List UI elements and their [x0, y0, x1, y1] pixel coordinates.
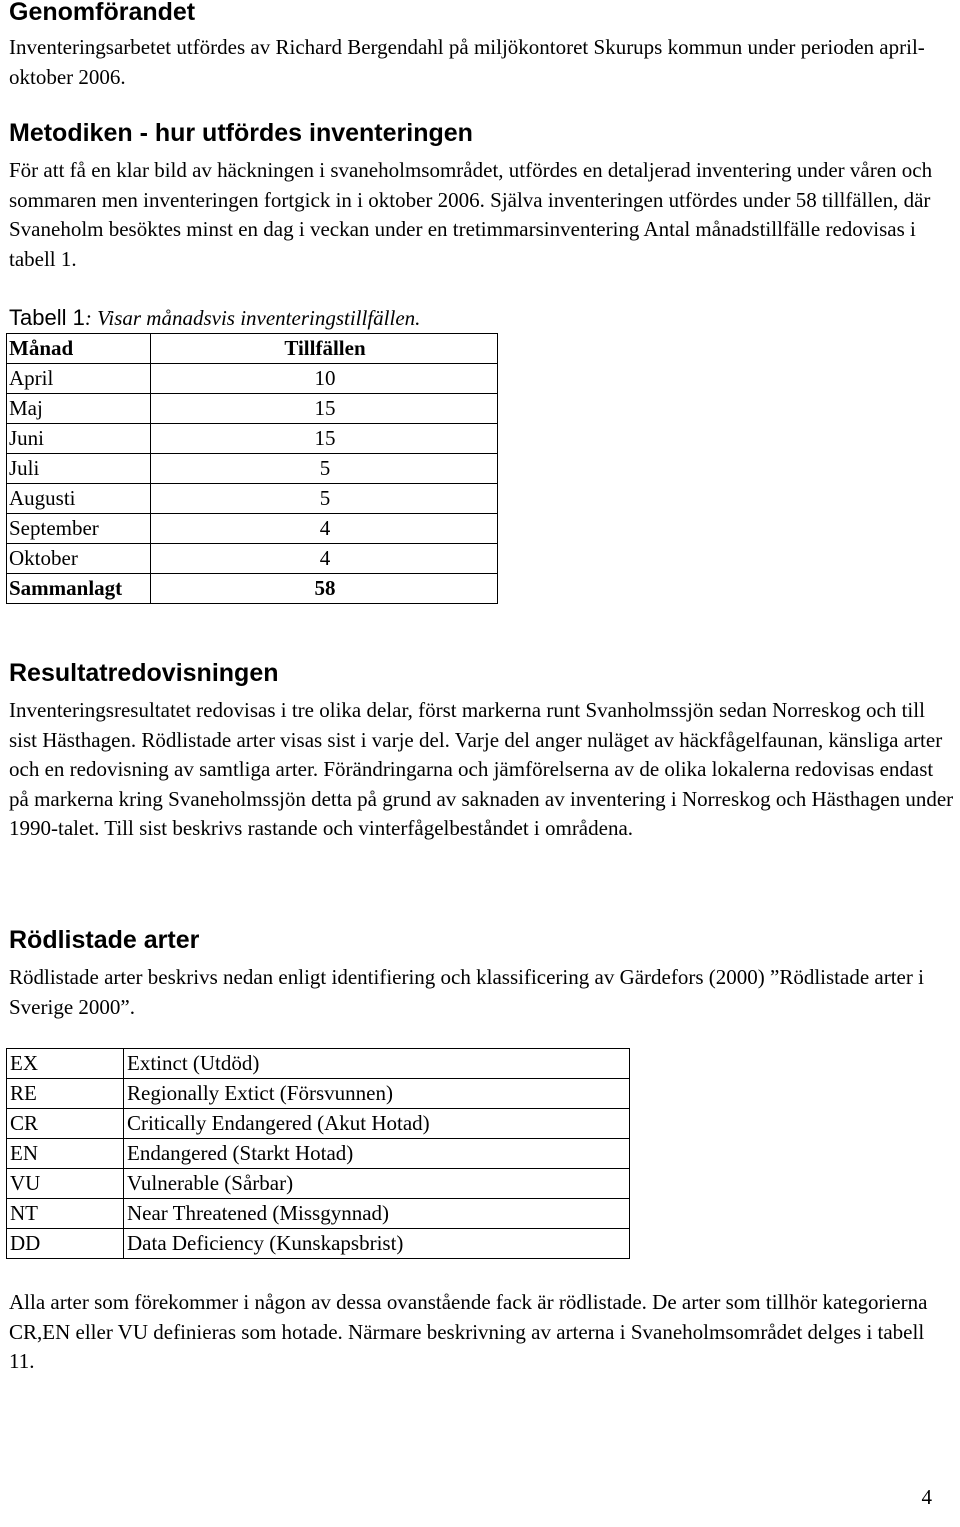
table2-cell-code: VU — [7, 1169, 124, 1199]
para-resultat: Inventeringsresultatet redovisas i tre olika delar, först markerna runt Svanholmssjön sedan Norreskog och till sist Hästhagen. Rödlistade arter visas sist i varje del. Varje del anger nuläget av häckfågelfaunan, känsliga arter och en redovisning av samtliga arter. Förändringarna och jämförelserna av de olika lokalerna redovisas endast på markerna kring Svaneholmssjön detta på grund av saknaden av inventering i Norreskog och Hästhagen under 1990-talet. Till sist beskrivs rastande och vinterfågelbeståndet i områdena. — [9, 698, 954, 840]
table-row — [7, 514, 498, 544]
table-row — [7, 1229, 630, 1259]
table1-cell-month: Juni — [7, 424, 151, 454]
table2-cell-description: Critically Endangered (Akut Hotad) — [124, 1109, 630, 1139]
heading-genomforandet: Genomförandet — [9, 0, 196, 26]
table-row — [7, 1199, 630, 1229]
table-row — [7, 394, 498, 424]
table1-total-row — [7, 574, 498, 604]
table1-cell-month: September — [7, 514, 151, 544]
table2-cell-description: Extinct (Utdöd) — [124, 1049, 630, 1079]
table2-cell-description: Vulnerable (Sårbar) — [124, 1169, 630, 1199]
table2-cell-code: EX — [7, 1049, 124, 1079]
table1-cell-count: 10 — [151, 364, 498, 394]
table1-cell-count: 5 — [151, 454, 498, 484]
table2-cell-code: EN — [7, 1139, 124, 1169]
para-rodlistade-after: Alla arter som förekommer i någon av dessa ovanstående fack är rödlistade. De arter som tillhör kategorierna CR,EN eller VU definieras som hotade. Närmare beskrivning av arterna i Svaneholmsområdet delges i tabell 11. — [9, 1290, 928, 1373]
table1-cell-count: 4 — [151, 514, 498, 544]
page-number: 4 — [921, 1485, 932, 1509]
table-row — [7, 454, 498, 484]
table1-caption — [9, 303, 420, 333]
table1-cell-count: 5 — [151, 484, 498, 514]
heading-metodiken: Metodiken - hur utfördes inventeringen — [9, 119, 473, 147]
table-row — [7, 1109, 630, 1139]
table1-cell-count: 15 — [151, 394, 498, 424]
table2-cell-code: RE — [7, 1079, 124, 1109]
table2-cell-description: Regionally Extict (Försvunnen) — [124, 1079, 630, 1109]
table1-cell-month: April — [7, 364, 151, 394]
table-row — [7, 1049, 630, 1079]
heading-resultat: Resultatredovisningen — [9, 659, 279, 687]
table2-cell-code: NT — [7, 1199, 124, 1229]
table1-cell-count: 4 — [151, 544, 498, 574]
para-metodiken: För att få en klar bild av häckningen i svaneholmsområdet, utfördes en detaljerad inventering under våren och sommaren men inventeringen fortgick in i oktober 2006. Själva inventeringen utfördes under 58 tillfällen, där Svaneholm besöktes minst en dag i veckan under en tretimmarsinventering Antal månadstillfälle redovisas i tabell 1. — [9, 158, 933, 271]
table2-cell-description: Endangered (Starkt Hotad) — [124, 1139, 630, 1169]
table-row — [7, 1079, 630, 1109]
para-rodlistade: Rödlistade arter beskrivs nedan enligt identifiering och klassificering av Gärdefors (2000) ”Rödlistade arter i Sverige 2000”. — [9, 965, 924, 1019]
table-monthly-visits — [6, 333, 498, 604]
table1-caption-label: Tabell 1 — [9, 305, 85, 330]
table2-cell-code: CR — [7, 1109, 124, 1139]
table1-total-label: Sammanlagt — [7, 574, 151, 604]
table-row — [7, 1169, 630, 1199]
table1-header-month: Månad — [7, 334, 151, 364]
table2-cell-code: DD — [7, 1229, 124, 1259]
table2-cell-description: Data Deficiency (Kunskapsbrist) — [124, 1229, 630, 1259]
table-row — [7, 1139, 630, 1169]
para-genomforandet: Inventeringsarbetet utfördes av Richard Bergendahl på miljökontoret Skurups kommun under perioden april-oktober 2006. — [9, 35, 925, 89]
table-row — [7, 364, 498, 394]
table2-cell-description: Near Threatened (Missgynnad) — [124, 1199, 630, 1229]
table1-cell-month: Maj — [7, 394, 151, 424]
table-row — [7, 424, 498, 454]
table1-cell-month: Oktober — [7, 544, 151, 574]
heading-rodlistade: Rödlistade arter — [9, 926, 200, 954]
table1-header-count: Tillfällen — [151, 334, 498, 364]
table1-cell-count: 15 — [151, 424, 498, 454]
table-redlist-categories — [6, 1048, 630, 1259]
table1-cell-month: Juli — [7, 454, 151, 484]
table1-header-row — [7, 334, 498, 364]
table1-total-value: 58 — [151, 574, 498, 604]
table-row — [7, 484, 498, 514]
table-row — [7, 544, 498, 574]
table1-cell-month: Augusti — [7, 484, 151, 514]
table1-caption-text: : Visar månadsvis inventeringstillfällen. — [84, 306, 421, 330]
